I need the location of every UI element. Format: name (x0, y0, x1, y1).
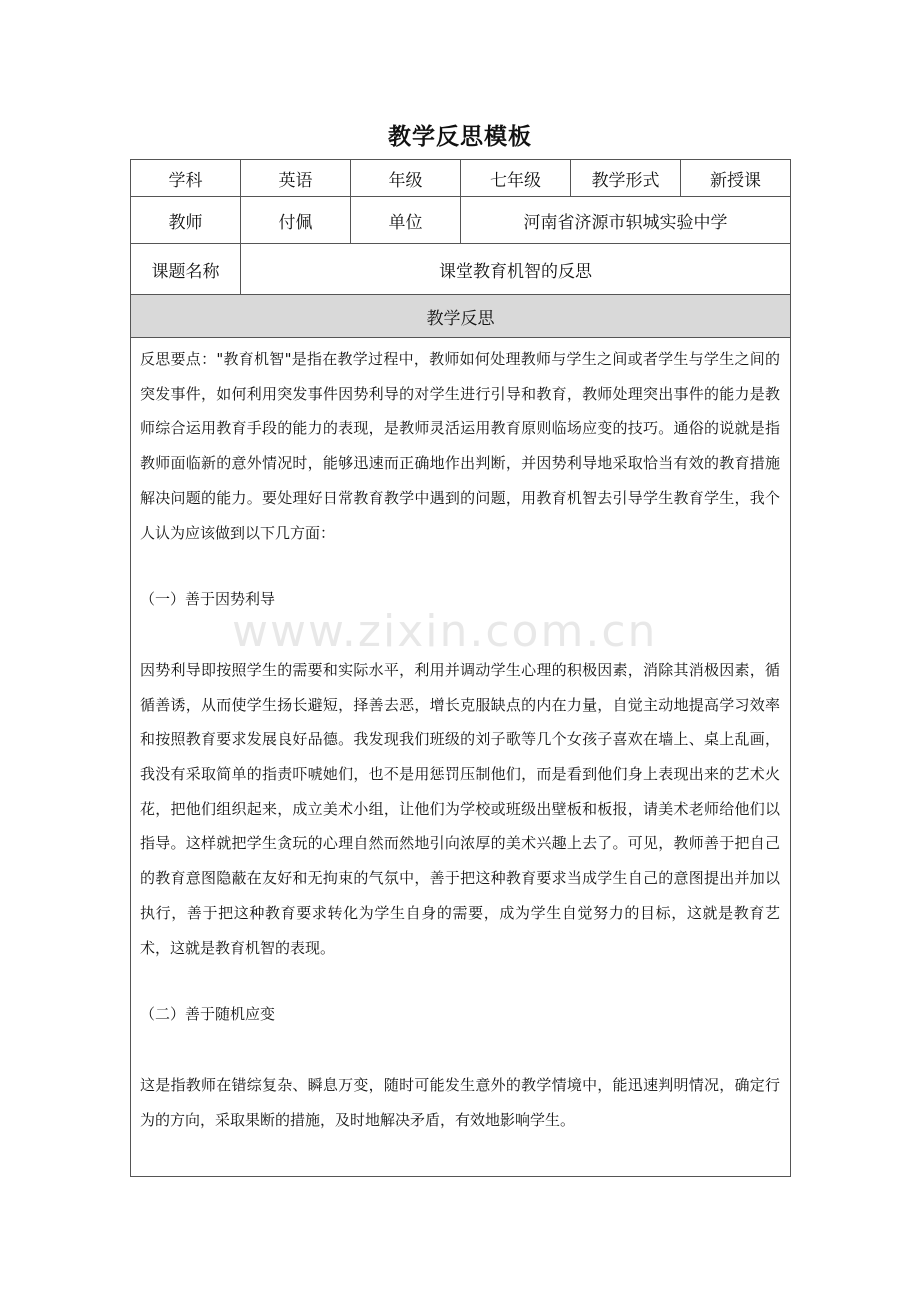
reflection-body (131, 338, 791, 1177)
section1-paragraph: 因势利导即按照学生的需要和实际水平，利用并调动学生心理的积极因素，消除其消极因素，循循善诱，从而使学生扬长避短，择善去恶，增长克服缺点的内在力量，自觉主动地提高学习效率和按照教育要求发展良好品德。我发现我们班级的刘子歌等几个女孩子喜欢在墙上、桌上乱画，我没有采取简单的指责吓唬她们，也不是用惩罚压制他们，而是看到他们身上表现出来的艺术火花，把他们组织起来，成立美术小组，让他们为学校或班级出壁板和板报，请美术老师给他们以指导。这样就把学生贪玩的心理自然而然地引向浓厚的美术兴趣上去了。可见，教师善于把自己的教育意图隐蔽在友好和无拘束的气氛中，善于把这种教育要求当成学生自己的意图提出并加以执行，善于把这种教育要求转化为学生自身的需要，成为学生自觉努力的目标，这就是教育艺术，这就是教育机智的表现。 (140, 660, 780, 957)
reflection-form-table (130, 159, 791, 1177)
subject-value: 英语 (241, 160, 351, 197)
teacher-value: 付佩 (241, 197, 351, 244)
section1-title: （一）善于因势利导 (140, 590, 276, 609)
info-row-teacher (131, 197, 791, 244)
section2-title: （二）善于随机应变 (140, 1005, 276, 1024)
intro-paragraph: 反思要点："教育机智"是指在教学过程中，教师如何处理教师与学生之间或者学生与学生之间的突发事件，如何利用突发事件因势利导的对学生进行引导和教育，教师处理突出事件的能力是教师综合运用教育手段的能力的表现，是教师灵活运用教育原则临场应变的技巧。通俗的说就是指教师面临新的意外情况时，能够迅速而正确地作出判断，并因势利导地采取恰当有效的教育措施解决问题的能力。要处理好日常教育教学中遇到的问题，用教育机智去引导学生教育学生，我个人认为应该做到以下几方面： (140, 350, 780, 542)
unit-value: 河南省济源市轵城实验中学 (461, 197, 791, 244)
watermark: www.zixin.com.cn (232, 606, 658, 657)
teacher-label: 教师 (131, 197, 241, 244)
grade-label: 年级 (351, 160, 461, 197)
info-row-subject (131, 160, 791, 197)
grade-value: 七年级 (461, 160, 571, 197)
topic-label: 课题名称 (131, 244, 241, 295)
subject-label: 学科 (131, 160, 241, 197)
teaching-form-label: 教学形式 (571, 160, 681, 197)
teaching-form-value: 新授课 (681, 160, 791, 197)
reflection-header: 教学反思 (131, 295, 791, 338)
reflection-header-row (131, 295, 791, 338)
info-row-topic (131, 244, 791, 295)
reflection-body-row (131, 338, 791, 1177)
topic-value: 课堂教育机智的反思 (241, 244, 791, 295)
unit-label: 单位 (351, 197, 461, 244)
section2-paragraph: 这是指教师在错综复杂、瞬息万变，随时可能发生意外的教学情境中，能迅速判明情况，确定行为的方向，采取果断的措施，及时地解决矛盾，有效地影响学生。 (140, 1075, 780, 1129)
document-title: 教学反思模板 (388, 124, 532, 150)
